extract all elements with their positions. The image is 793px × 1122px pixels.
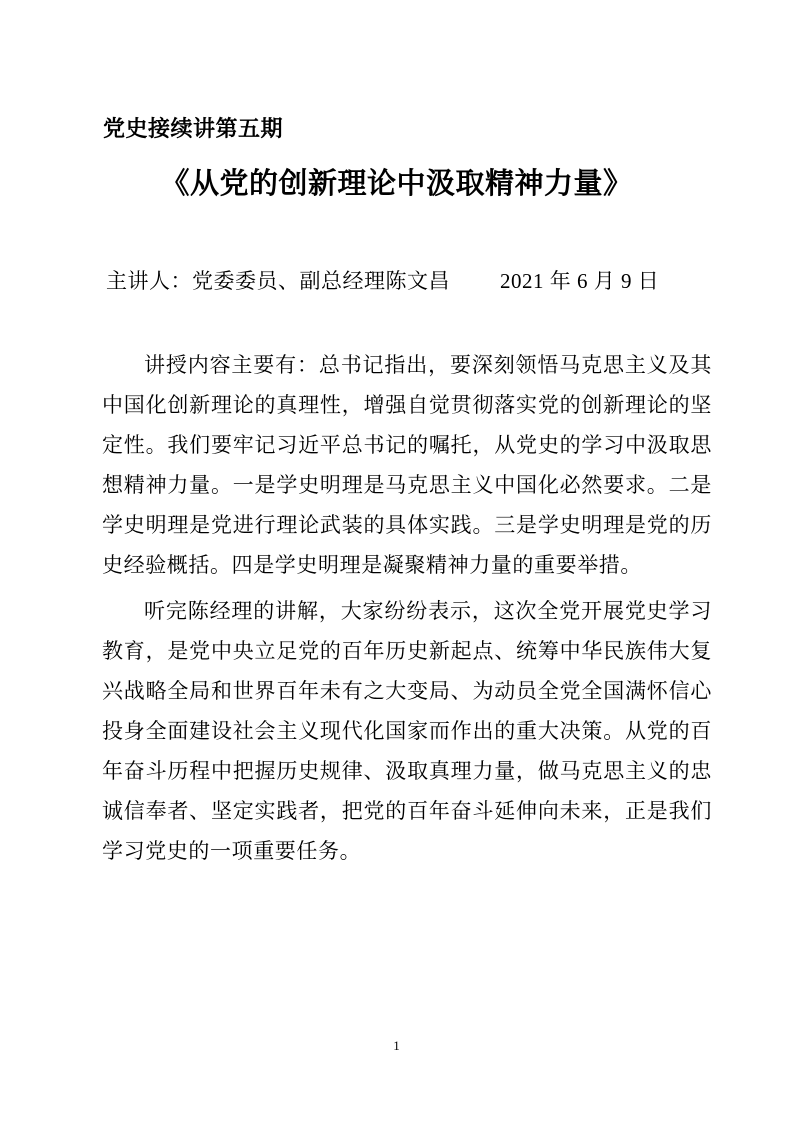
speaker-info: 主讲人：党委委员、副总经理陈文昌 bbox=[106, 269, 450, 293]
document-title: 《从党的创新理论中汲取精神力量》 bbox=[160, 168, 633, 200]
document-body bbox=[102, 345, 712, 871]
body-paragraph-1: 讲授内容主要有：总书记指出，要深刻领悟马克思主义及其中国化创新理论的真理性，增强自觉贯彻落实党的创新理论的坚定性。我们要牢记习近平总书记的嘱托，从党史的学习中汲取思想精神力量。一是学史明理是马克思主义中国化必然要求。二是学史明理是党进行理论武装的具体实践。三是学史明理是党的历史经验概括。四是学史明理是凝聚精神力量的重要举措。 bbox=[102, 353, 712, 577]
document-series-heading: 党史接续讲第五期 bbox=[103, 116, 284, 141]
body-paragraph-2: 听完陈经理的讲解，大家纷纷表示，这次全党开展党史学习教育，是党中央立足党的百年历史新起点、统筹中华民族伟大复兴战略全局和世界百年未有之大变局、为动员全党全国满怀信心投身全面建设社会主义现代化国家而作出的重大决策。从党的百年奋斗历程中把握历史规律、汲取真理力量，做马克思主义的忠诚信奉者、坚定实践者，把党的百年奋斗延伸向未来，正是我们学习党史的一项重要任务。 bbox=[102, 599, 712, 863]
speaker-date-line bbox=[106, 266, 659, 297]
lecture-date: 2021 年 6 月 9 日 bbox=[500, 269, 660, 293]
page-number: 1 bbox=[393, 1038, 400, 1053]
